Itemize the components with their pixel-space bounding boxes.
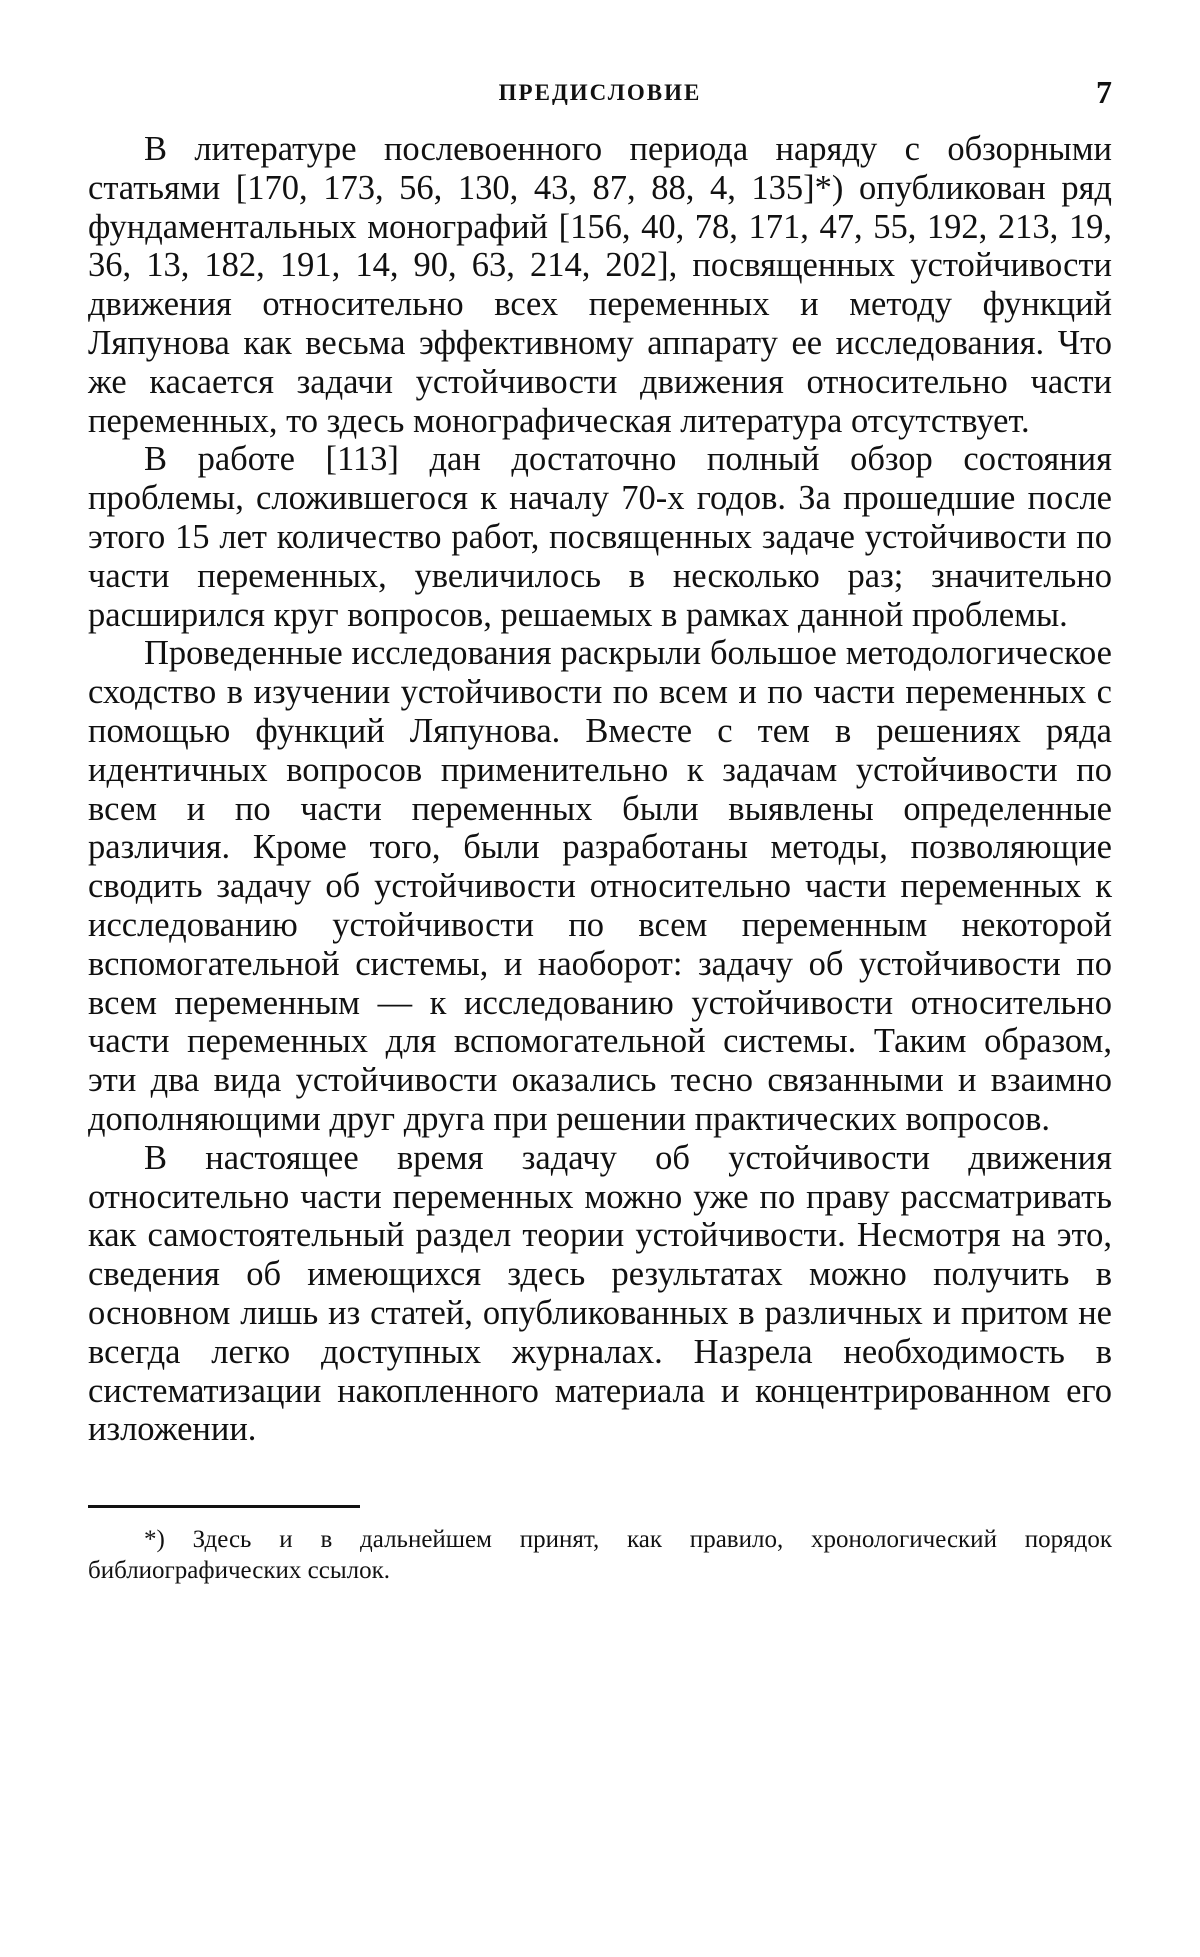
- paragraph: В настоящее время задачу об устойчивости движения относительно части переменных можно уже по праву рассматривать как самостоятельный раздел теории устойчивости. Несмотря на это, сведения об имеющихся здесь результатах можно получить в основном лишь из статей, опубликованных в различных и притом не всегда легко доступных журналах. Назрела необходимость в систематизации накопленного материала и концентрированном его изложении.: [88, 1138, 1112, 1449]
- running-title: ПРЕДИСЛОВИЕ: [498, 80, 702, 105]
- body-text: [88, 130, 1112, 1449]
- page-header: [88, 70, 1112, 130]
- page-number: 7: [1096, 74, 1112, 110]
- footnote-divider: [88, 1505, 360, 1508]
- paragraph: Проведенные исследования раскрыли большое методологическое сходство в изучении устойчивости по всем и по части переменных с помощью функций Ляпунова. Вместе с тем в решениях ряда идентичных вопросов применительно к задачам устойчивости по всем и по части переменных были выявлены определенные различия. Кроме того, были разработаны методы, позволяющие сводить задачу об устойчивости относительно части переменных к исследованию устойчивости по всем переменным некоторой вспомогательной системы, и наоборот: задачу об устойчивости по всем переменным — к исследованию устойчивости относительно части переменных для вспомогательной системы. Таким образом, эти два вида устойчивости оказались тесно связанными и взаимно дополняющими друг друга при решении практических вопросов.: [88, 634, 1112, 1138]
- footnote: *) Здесь и в дальнейшем принят, как правило, хронологический порядок библиографических ссылок.: [88, 1526, 1112, 1585]
- paragraph: В работе [113] дан достаточно полный обзор состояния проблемы, сложившегося к началу 70-х годов. За прошедшие после этого 15 лет количество работ, посвященных задаче устойчивости по части переменных, увеличилось в несколько раз; значительно расширился круг вопросов, решаемых в рамках данной проблемы.: [88, 440, 1112, 634]
- paragraph: В литературе послевоенного периода наряду с обзорными статьями [170, 173, 56, 130, 43, 87, 88, 4, 135]*) опубликован ряд фундаментальных монографий [156, 40, 78, 171, 47, 55, 192, 213, 19, 36, 13, 182, 191, 14, 90, 63, 214, 202], посвященных устойчивости движения относительно всех переменных и методу функций Ляпунова как весьма эффективному аппарату ее исследования. Что же касается задачи устойчивости движения относительно части переменных, то здесь монографическая литература отсутствует.: [88, 130, 1112, 440]
- book-page: [88, 70, 1112, 1586]
